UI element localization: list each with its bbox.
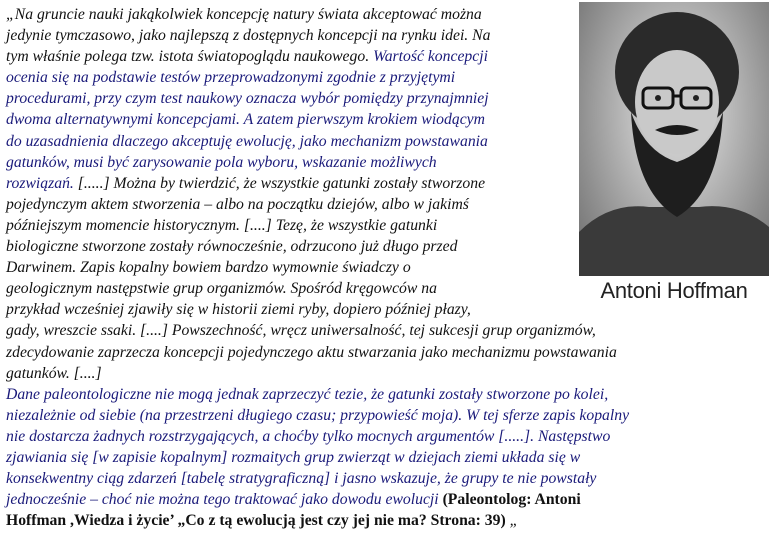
quote-segment: przykład wcześniej zjawiły się w historii ziemi ryby, dopiero później płazy, — [6, 301, 471, 319]
quote-segment: nie dostarcza żadnych rozstrzygających, a choćby tylko mocnych argumentów [.....]. Następstwo — [6, 427, 611, 445]
quote-line — [6, 236, 768, 257]
quote-text — [6, 4, 768, 531]
quote-segment: jedynie tymczasowo, jako najlepszą z dostępnych koncepcji na rynku idei. Na — [6, 27, 491, 45]
quote-segment: gatunków, musi być zarysowanie pola wyboru, wskazanie możliwych — [6, 153, 437, 171]
quote-line — [6, 278, 768, 299]
quote-segment: geologicznym następstwie grup organizmów. Spośród kręgowców na — [6, 280, 437, 298]
quote-segment: pojedynczym aktem stworzenia – albo na początku dziejów, albo w jakimś — [6, 195, 469, 213]
quote-line — [6, 426, 768, 447]
quote-segment: biologiczne stworzone zostały równocześnie, odrzucono już długo przed — [6, 238, 458, 256]
quote-line — [6, 342, 768, 363]
quote-segment: późniejszym momencie historycznym. [....] Tezę, że wszystkie gatunki — [6, 216, 438, 234]
quote-line — [6, 131, 768, 152]
quote-segment: dwoma alternatywnymi koncepcjami. A zatem pierwszym krokiem wiodącym — [6, 111, 485, 129]
quote-line — [6, 510, 768, 531]
quote-segment: ocenia się na podstawie testów przeprowadzonymi zgodnie z przyjętymi — [6, 69, 456, 87]
quote-segment: do uzasadnienia dlaczego akceptuję ewolucję, jako mechanizm powstawania — [6, 132, 488, 150]
quote-line — [6, 215, 768, 236]
quote-segment: jednocześnie – choć nie można tego traktować jako dowodu ewolucji — [6, 491, 443, 509]
quote-segment: zdecydowanie zaprzecza koncepcji pojedynczego aktu stwarzania jako mechanizmu powstawania — [6, 343, 617, 361]
quote-segment: [.....] Można by twierdzić, że wszystkie gatunki zostały stworzone — [77, 174, 486, 192]
quote-line — [6, 489, 768, 510]
quote-line — [6, 4, 768, 25]
quote-segment: konsekwentny ciąg zdarzeń [tabelę stratygraficzną] i jasno wskazuje, że grupy te nie powstały — [6, 470, 597, 488]
quote-line — [6, 173, 768, 194]
quote-line — [6, 405, 768, 426]
portrait-caption: Antoni Hoffman — [579, 276, 769, 306]
quote-line — [6, 109, 768, 130]
quote-line — [6, 320, 768, 341]
quote-line — [6, 25, 768, 46]
citation-text: (Paleontolog: Antoni — [442, 491, 581, 509]
quote-line — [6, 384, 768, 405]
quote-line — [6, 194, 768, 215]
quote-segment: gady, wreszcie ssaki. [....] Powszechność, wręcz uniwersalność, tej sukcesji grup organizmów, — [6, 322, 596, 340]
quote-line — [6, 152, 768, 173]
quote-segment: zjawiania się [w zapisie kopalnym] rozmaitych grup zwierząt w dziejach ziemi układa się w — [6, 448, 581, 466]
quote-segment: gatunków. [....] — [6, 364, 102, 382]
quote-line — [6, 468, 768, 489]
quote-line — [6, 46, 768, 67]
quote-segment: Wartość koncepcji — [373, 48, 488, 66]
quote-segment: „ — [505, 512, 519, 530]
citation-text: Hoffman ,Wiedza i życie’ „Co z tą ewolucją jest czy jej nie ma? Strona: 39) — [6, 512, 506, 530]
quote-line — [6, 67, 768, 88]
quote-line — [6, 299, 768, 320]
quote-segment: „Na gruncie nauki jakąkolwiek koncepcję natury świata akceptować można — [6, 6, 482, 23]
quote-segment: procedurami, przy czym test naukowy oznacza wybór pomiędzy przynajmniej — [6, 90, 489, 108]
quote-segment: rozwiązań. — [6, 174, 78, 192]
quote-segment: tym właśnie polega tzw. istota światopoglądu naukowego. — [6, 48, 374, 66]
quote-segment: Dane paleontologiczne nie mogą jednak zaprzeczyć tezie, że gatunki zostały stworzone po kolei, — [6, 385, 609, 403]
quote-segment: niezależnie od siebie (na przestrzeni długiego czasu; przypowieść moja). W tej sferze zapis kopalny — [6, 406, 630, 424]
quote-segment: Darwinem. Zapis kopalny bowiem bardzo wymownie świadczy o — [6, 259, 411, 277]
quote-line — [6, 88, 768, 109]
quote-line — [6, 363, 768, 384]
quote-line — [6, 257, 768, 278]
quote-line — [6, 447, 768, 468]
